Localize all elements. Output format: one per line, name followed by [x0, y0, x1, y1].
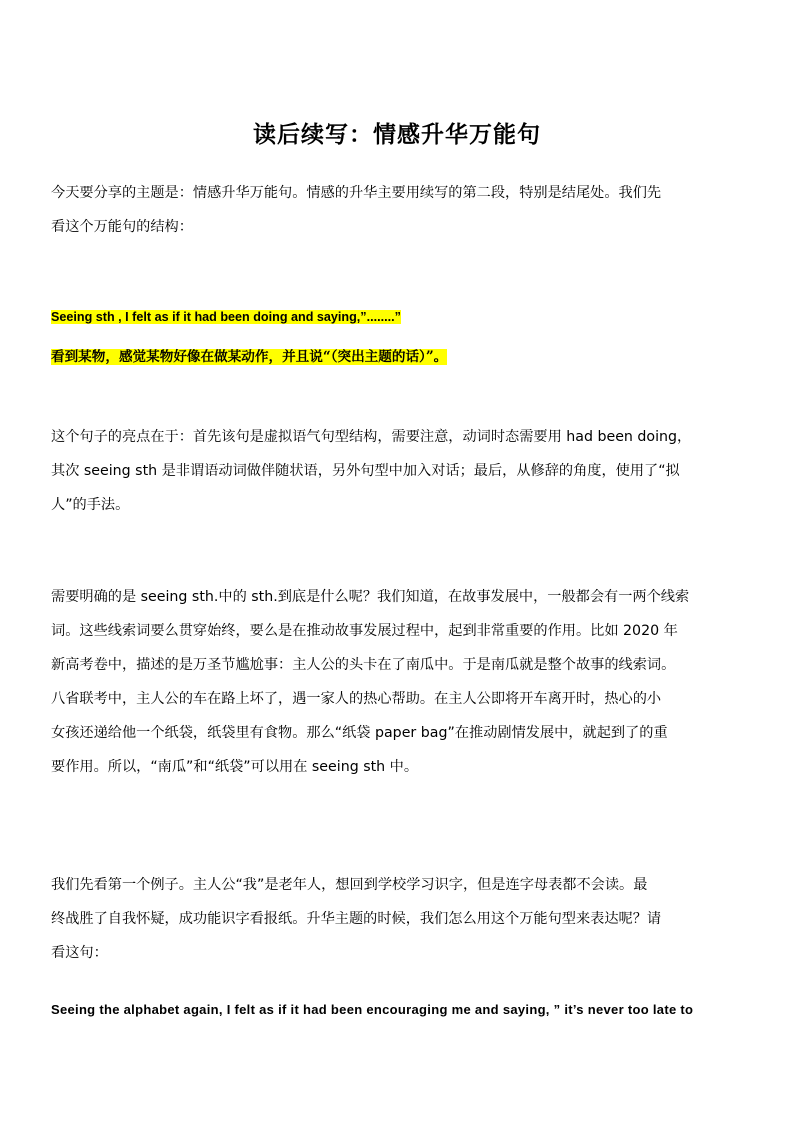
highlight-chinese-line [51, 345, 447, 365]
clue-line-6: 要作用。所以，“南瓜”和“纸袋”可以用在 seeing sth 中。 [51, 759, 419, 775]
example-intro-line-2: 终战胜了自我怀疑，成功能识字看报纸。升华主题的时候，我们怎么用这个万能句型来表达呢？请 [51, 911, 662, 927]
explanation-paragraph [51, 420, 745, 522]
clue-line-3: 新高考卷中，描述的是万圣节尴尬事：主人公的头卡在了南瓜中。于是南瓜就是整个故事的线索词。 [51, 657, 676, 673]
highlight-chinese: 看到某物，感觉某物好像在做某动作，并且说“（突出主题的话）”。 [51, 349, 448, 365]
example-intro-line-3: 看这句： [51, 945, 108, 961]
example-intro-line-1: 我们先看第一个例子。主人公“我”是老年人，想回到学校学习识字，但是连字母表都不会读。最 [51, 877, 648, 893]
intro-line-1: 今天要分享的主题是：情感升华万能句。情感的升华主要用续写的第二段，特别是结尾处。我们先 [51, 185, 662, 201]
intro-line-2: 看这个万能句的结构： [51, 219, 193, 235]
clue-line-1: 需要明确的是 seeing sth.中的 sth.到底是什么呢？我们知道，在故事发展中，一般都会有一两个线索 [51, 589, 690, 605]
clue-line-5: 女孩还递给他一个纸袋，纸袋里有食物。那么“纸袋 paper bag”在推动剧情发展中，就起到了的重 [51, 725, 668, 741]
explanation-line-2: 其次 seeing sth 是非谓语动词做伴随状语，另外句型中加入对话；最后，从修辞的角度，使用了“拟 [51, 463, 680, 479]
explanation-line-1: 这个句子的亮点在于：首先该句是虚拟语气句型结构，需要注意，动词时态需要用 had been doing， [51, 429, 692, 445]
clue-line-2: 词。这些线索词要么贯穿始终，要么是在推动故事发展过程中，起到非常重要的作用。比如 2020 年 [51, 623, 678, 639]
example-intro-paragraph [51, 868, 745, 970]
highlight-english-line [51, 306, 401, 325]
highlight-english: Seeing sth , I felt as if it had been doing and saying,”........” [51, 310, 401, 324]
clue-words-paragraph [51, 580, 745, 784]
page-title: 读后续写：情感升华万能句 [253, 122, 541, 148]
intro-paragraph [51, 176, 745, 244]
explanation-line-3: 人”的手法。 [51, 497, 130, 513]
example-sentence: Seeing the alphabet again, I felt as if it had been encouraging me and saying, ” it’s never too late to [51, 1002, 694, 1017]
clue-line-4: 八省联考中，主人公的车在路上坏了，遇一家人的热心帮助。在主人公即将开车离开时，热心的小 [51, 691, 662, 707]
